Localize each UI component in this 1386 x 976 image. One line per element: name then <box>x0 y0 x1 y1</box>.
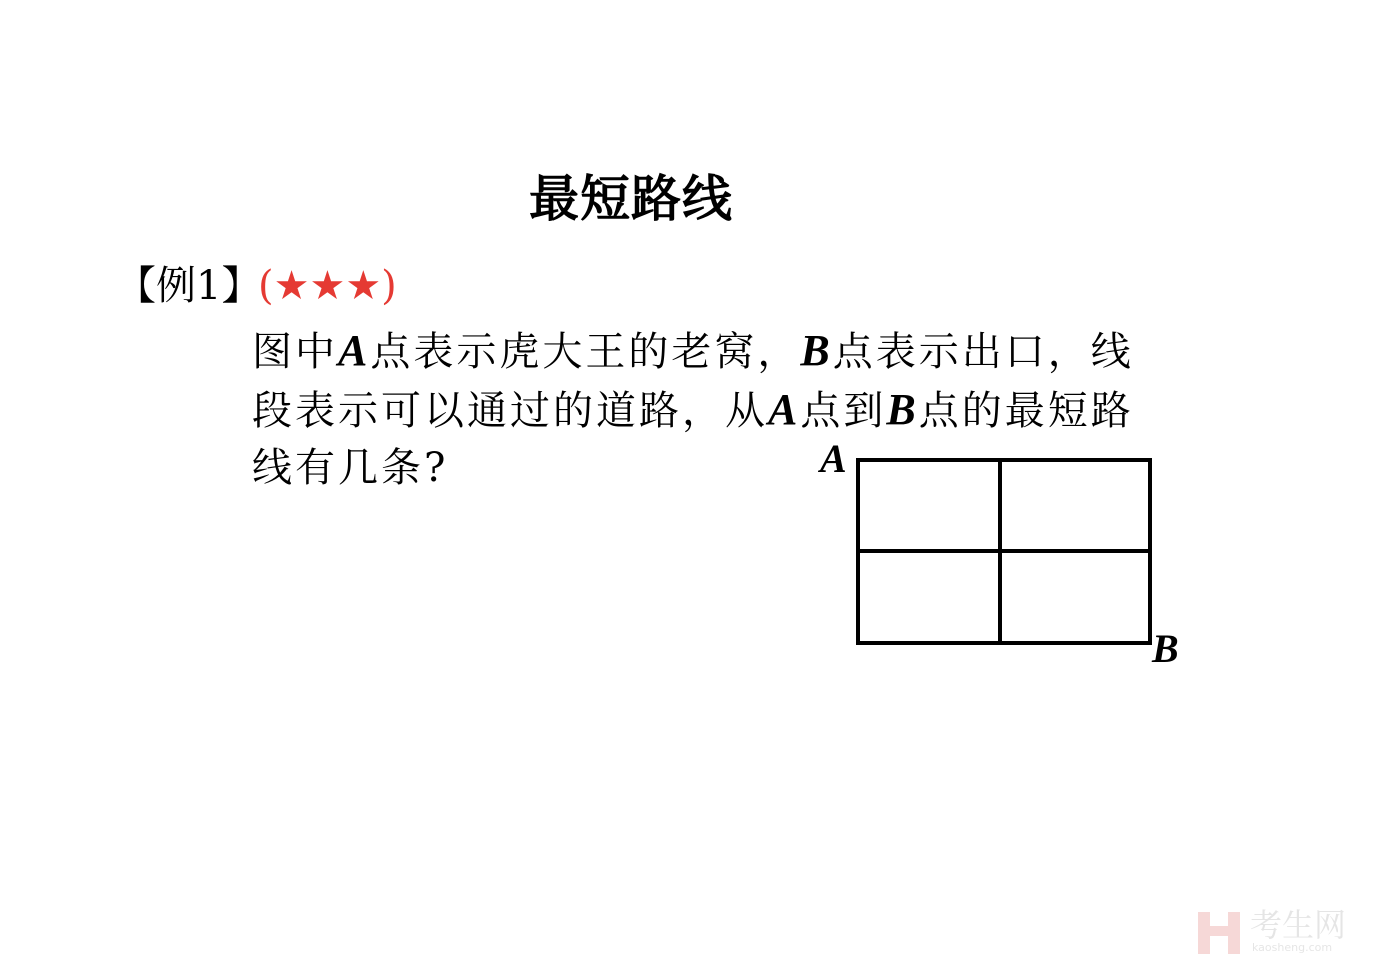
question-fragment: 点表示出口，线 <box>832 329 1134 375</box>
point-b-ref: B <box>886 385 919 434</box>
question-line-3: 线有几条? <box>252 445 449 491</box>
grid-figure <box>810 430 1200 680</box>
example-label: 【例1】 <box>116 263 262 309</box>
watermark-name: 考生网 <box>1250 906 1347 944</box>
question-fragment: 点表示虎大王的老窝， <box>370 329 801 375</box>
question-fragment: 段表示可以通过的道路，从 <box>252 388 768 434</box>
question-fragment: 图中 <box>252 329 338 375</box>
corner-label-b: B <box>1152 626 1179 671</box>
point-a-ref: A <box>338 326 371 375</box>
page-title: 最短路线 <box>529 170 733 228</box>
question-fragment: 点到 <box>800 388 887 434</box>
point-a-ref: A <box>768 385 801 434</box>
kaosheng-logo-icon <box>1196 908 1242 958</box>
question-line-1 <box>252 322 1212 381</box>
corner-label-a: A <box>820 436 847 481</box>
watermark-url: kaosheng.com <box>1252 941 1333 954</box>
question-fragment: 点的最短路 <box>918 388 1134 434</box>
difficulty-stars: (★★★) <box>258 263 397 309</box>
point-b-ref: B <box>800 326 833 375</box>
